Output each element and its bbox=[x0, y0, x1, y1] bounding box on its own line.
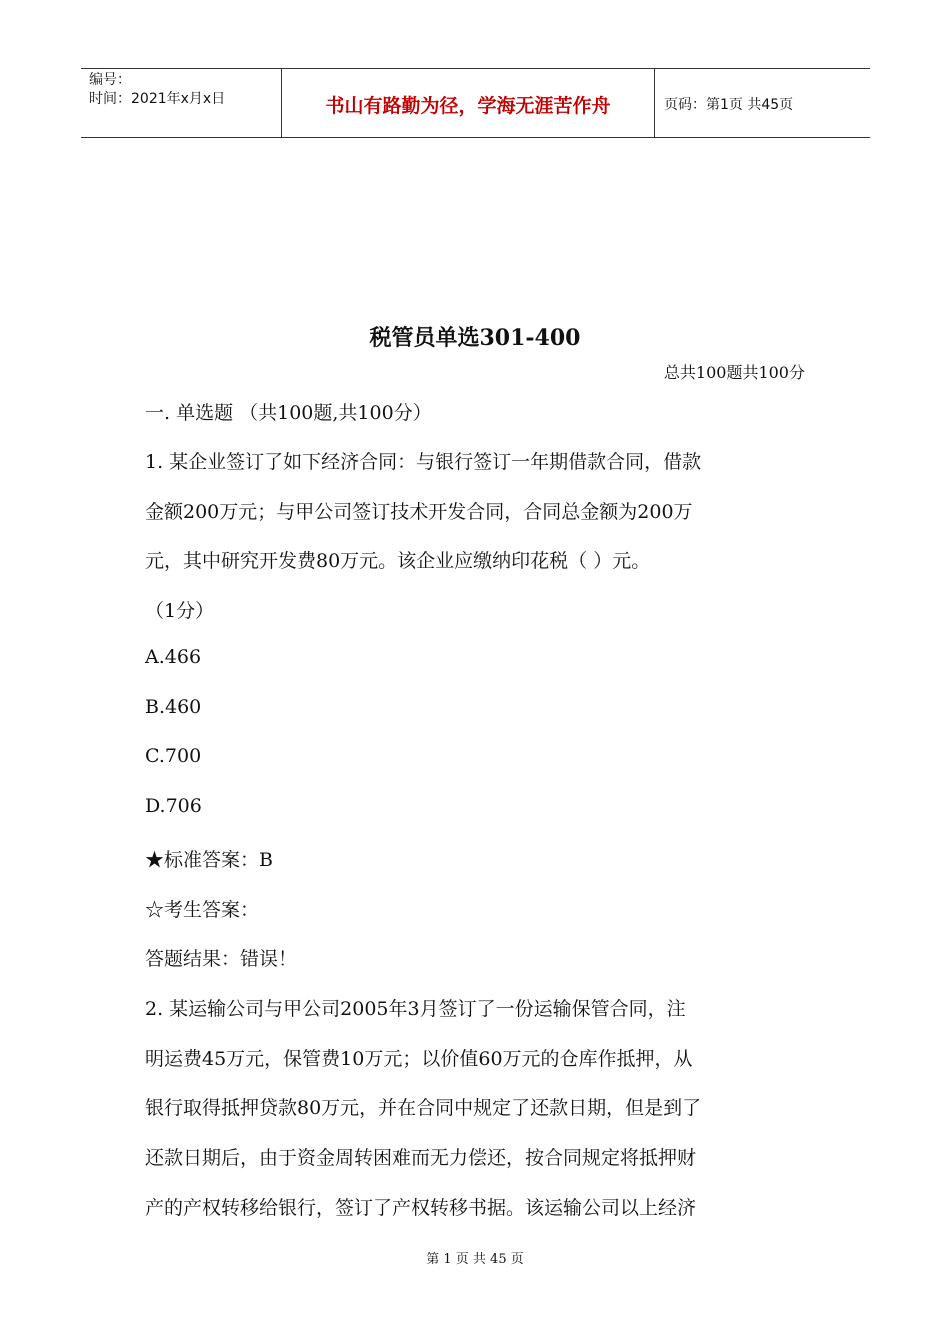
question-score: （1分） bbox=[145, 600, 215, 622]
question-line: 还款日期后，由于资金周转困难而无力偿还，按合同规定将抵押财 bbox=[145, 1147, 697, 1169]
option-d: D.706 bbox=[145, 795, 202, 817]
total-score: 总共100题共100分 bbox=[663, 363, 805, 382]
header-page-cell bbox=[654, 69, 870, 137]
student-answer: ☆考生答案： bbox=[145, 899, 260, 921]
motto: 书山有路勤为径，学海无涯苦作舟 bbox=[325, 95, 611, 117]
option-b: B.460 bbox=[145, 696, 202, 718]
option-c: C.700 bbox=[145, 745, 202, 767]
time-label: 时间：2021年x月x日 bbox=[89, 91, 226, 107]
header-meta-cell bbox=[81, 69, 281, 137]
question-line: 明运费45万元，保管费10万元；以价值60万元的仓库作抵押，从 bbox=[145, 1048, 693, 1070]
doc-title: 税管员单选301-400 bbox=[369, 325, 581, 351]
question-line: 产的产权转移给银行，签订了产权转移书据。该运输公司以上经济 bbox=[145, 1197, 697, 1219]
number-label: 编号： bbox=[89, 72, 131, 88]
option-a: A.466 bbox=[145, 646, 202, 668]
question-line: 1. 某企业签订了如下经济合同：与银行签订一年期借款合同，借款 bbox=[145, 451, 702, 473]
page-footer: 第 1 页 共 45 页 bbox=[426, 1252, 524, 1267]
section-heading: 一. 单选题 （共100题,共100分） bbox=[145, 402, 432, 424]
page-header bbox=[81, 68, 870, 138]
standard-answer: ★标准答案：B bbox=[145, 849, 273, 871]
page-label: 页码：第1页 共45页 bbox=[664, 97, 794, 113]
header-motto-cell bbox=[281, 69, 655, 137]
question-line: 2. 某运输公司与甲公司2005年3月签订了一份运输保管合同，注 bbox=[145, 998, 686, 1020]
question-line: 金额200万元；与甲公司签订技术开发合同，合同总金额为200万 bbox=[145, 501, 693, 523]
question-line: 元，其中研究开发费80万元。该企业应缴纳印花税（ ）元。 bbox=[145, 550, 651, 572]
answer-result: 答题结果：错误！ bbox=[145, 948, 298, 970]
question-line: 银行取得抵押贷款80万元，并在合同中规定了还款日期，但是到了 bbox=[145, 1097, 702, 1119]
